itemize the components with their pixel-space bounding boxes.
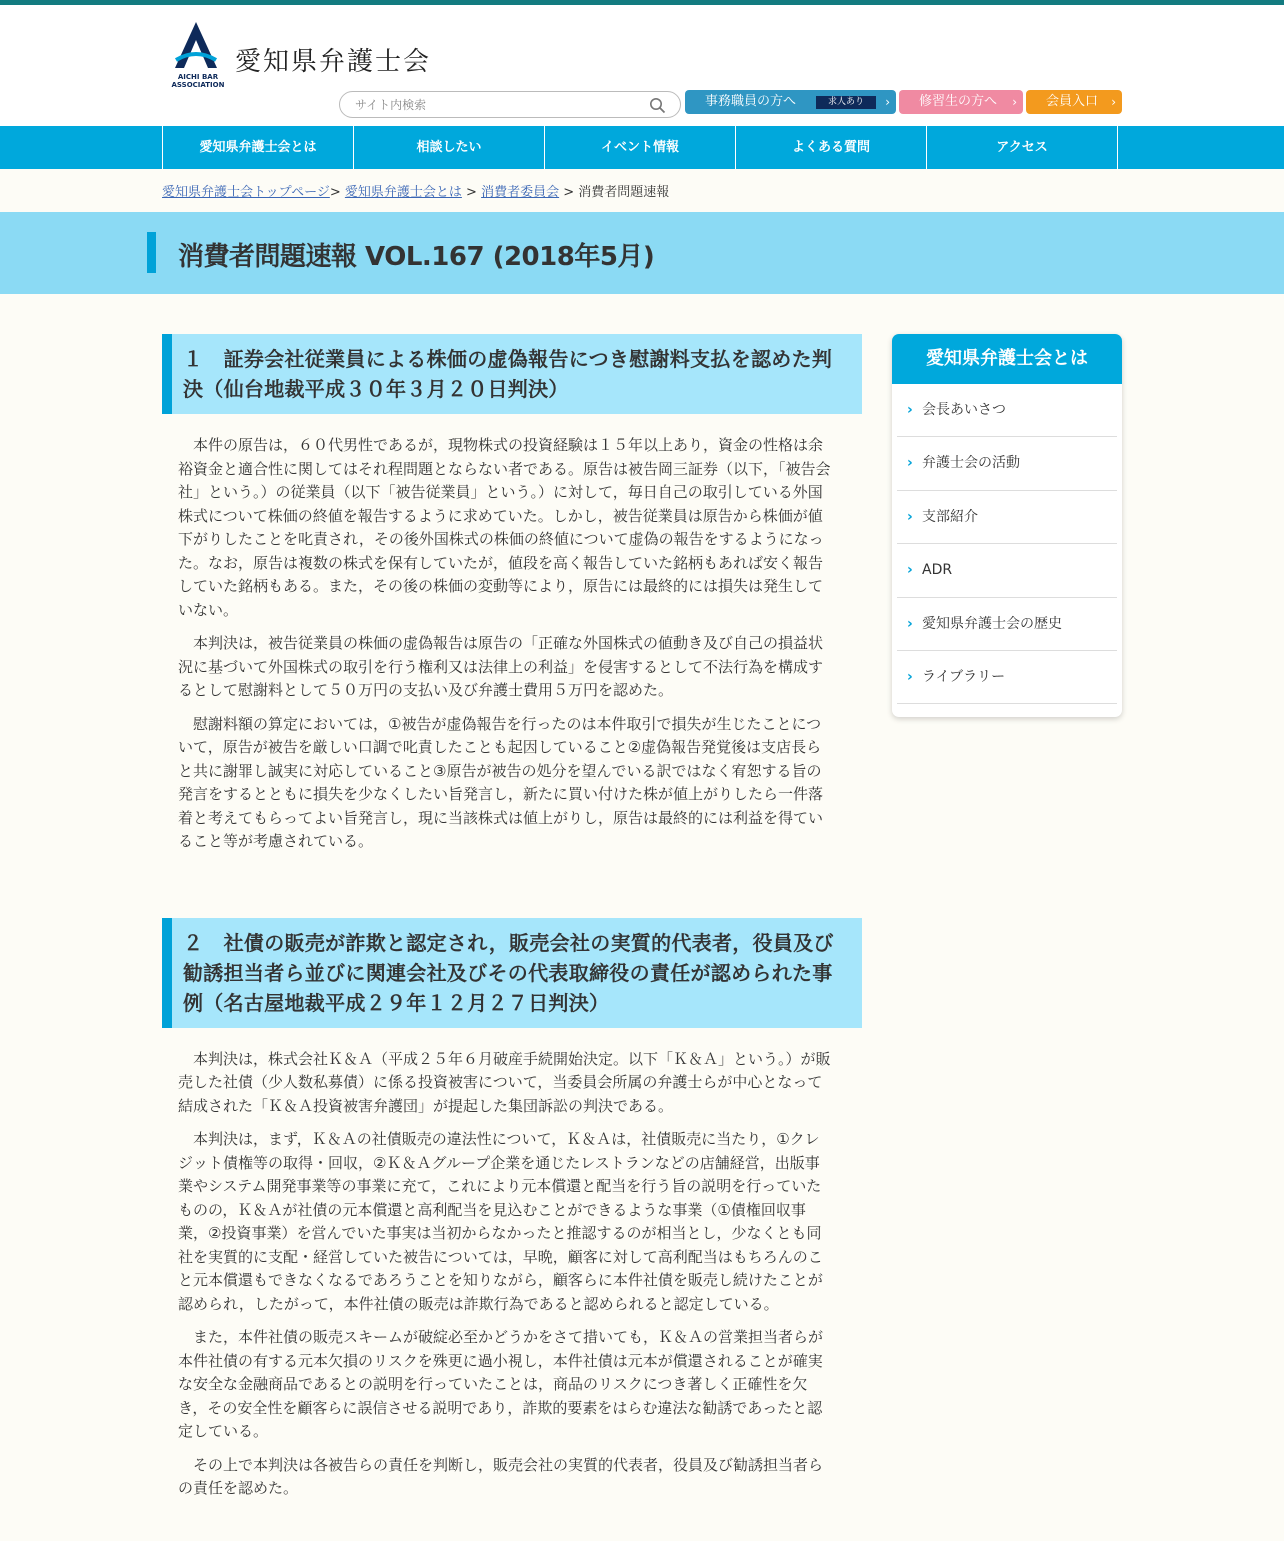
paragraph: その上で本判決は各被告らの責任を判断し，販売会社の実質的代表者，役員及び勧誘担当者らの責任を認めた。 — [178, 1455, 824, 1497]
chevron-right-icon: › — [1012, 95, 1017, 109]
trainee-button[interactable] — [899, 90, 1023, 114]
chevron-right-icon: › — [907, 615, 913, 632]
paragraph: 本件の原告は，６０代男性であるが，現物株式の投資経験は１５年以上あり，資金の性格は余裕資金と適合性に関してはそれ程問題とならない者である。原告は被告岡三証券（以下，「被告会社」という。）の従業員（以下「被告従業員」という。）に対して，毎日自己の取引している外国株式について株価の終値を報告するように求めていた。しかし，被告従業員は原告から株価が値下がりしたことを叱責され，その後外国株式の株価の終値について虚偽の報告をするようになった。なお，原告は複数の株式を保有していたが，値段を高く報告していた銘柄もあれば安く報告していた銘柄もある。また，その後の株価の変動等により，原告には最終的には損失は発生していない。 — [178, 436, 831, 619]
paragraph: 慰謝料額の算定においては，①被告が虚偽報告を行ったのは本件取引で損失が生じたことについて，原告が被告を厳しい口調で叱責したことも起因していること②虚偽報告発覚後は支店長らと共に謝罪し誠実に対応していること③原告が被告の処分を望んでいる訳ではなく宥恕する旨の発言をするとともに損失を少なくしたい旨発言し，新たに買い付けた株が値上がりしたら一件落着と考えてもらってよい旨発言し，現に当該株式は値上がりし，原告は最終的には利益を得ていること等が考慮されている。 — [178, 714, 824, 850]
breadcrumb-link-consumer[interactable]: 消費者委員会 — [481, 185, 560, 200]
sidebar-item-label: 支部紹介 — [922, 508, 978, 525]
global-nav — [0, 126, 1284, 169]
site-logo-text[interactable]: 愛知県弁護士会 — [235, 47, 432, 77]
sidebar-item-label: 弁護士会の活動 — [922, 455, 1020, 472]
nav-item-faq[interactable]: よくある質問 — [736, 126, 927, 169]
nav-item-about[interactable]: 愛知県弁護士会とは — [163, 126, 354, 169]
breadcrumb-separator: > — [563, 185, 575, 200]
member-button-label: 会員入口 — [1046, 94, 1099, 109]
breadcrumb — [162, 181, 669, 200]
sidebar-item-label: ADR — [922, 562, 953, 579]
section-heading: １ 証券会社従業員による株価の虚偽報告につき慰謝料支払を認めた判決（仙台地裁平成３０年３月２０日判決） — [162, 334, 862, 414]
paragraph: 本判決は，まず，Ｋ＆Ａの社債販売の違法性について，Ｋ＆Ａは，社債販売に当たり，①クレジット債権等の取得・回収，②Ｋ＆Ａグループ企業を通じたレストランなどの店舗経営，出版事業やシステム開発事業等の事業に充て，これにより元本償還と配当を行う旨の説明を行っていたものの，Ｋ＆Ａが社債の元本償還と高利配当を見込むことができるような事業（①債権回収事業，②投資事業）を営んでいた事実は当初からなかったと推認するのが相当とし，少なくとも同社を実質的に支配・経営していた被告については，早晩，顧客に対して高利配当はもちろんのこと元本償還もできなくなるであろうことを知りながら，顧客らに本件社債を販売し続けたことが認められ，したがって，本件社債の販売は詐欺行為であると認められると認定している。 — [178, 1130, 823, 1313]
sidebar-item-greeting[interactable] — [897, 384, 1117, 437]
breadcrumb-separator: > — [329, 185, 341, 200]
chevron-right-icon: › — [1111, 95, 1116, 109]
article-section-1 — [162, 334, 862, 854]
sidebar-item-branches[interactable] — [897, 491, 1117, 544]
section-heading: ２ 社債の販売が詐欺と認定され，販売会社の実質的代表者，役員及び勧誘担当者ら並びに関連会社及びその代表取締役の責任が認められた事例（名古屋地裁平成２９年１２月２７日判決） — [162, 918, 862, 1028]
paragraph: 本判決は，被告従業員の株価の虚偽報告は原告の「正確な外国株式の値動き及び自己の損益状況に基づいて外国株式の取引を行う権利又は法律上の利益」を侵害するとして不法行為を構成するとして慰謝料として５０万円の支払い及び弁護士費用５万円を認めた。 — [178, 634, 824, 699]
breadcrumb-separator: > — [466, 185, 477, 200]
job-badge: 求人あり — [816, 96, 876, 109]
breadcrumb-link-top[interactable]: 愛知県弁護士会トップページ — [162, 185, 330, 200]
page-title: 消費者問題速報 VOL.167 (2018年5月) — [178, 242, 655, 272]
sidebar-item-label: 愛知県弁護士会の歴史 — [922, 615, 1062, 632]
trainee-button-label: 修習生の方へ — [919, 94, 998, 109]
paragraph: また，本件社債の販売スキームが破綻必至かどうかをさて措いても，Ｋ＆Ａの営業担当者らが本件社債の有する元本欠損のリスクを殊更に過小視し，本件社債は元本が償還されることが確実な安全な金融商品であるとの説明を行っていたことは，商品のリスクにつき著しく正確性を欠き，その安全性を顧客らに誤信させる説明であり，詐欺的要素をはらむ違法な勧誘であったと認定している。 — [178, 1328, 824, 1440]
chevron-right-icon: › — [907, 402, 913, 418]
chevron-right-icon: › — [907, 455, 913, 472]
nav-item-access[interactable]: アクセス — [927, 126, 1118, 169]
staff-button-label: 事務職員の方へ — [705, 94, 797, 109]
chevron-right-icon: › — [907, 508, 913, 525]
site-header — [0, 5, 1284, 126]
sidebar-item-adr[interactable] — [897, 544, 1117, 597]
sidebar-item-label: ライブラリー — [922, 668, 1006, 685]
sidebar-item-label: 会長あいさつ — [922, 402, 1006, 418]
breadcrumb-current: 消費者問題速報 — [578, 185, 670, 200]
sidebar-item-library[interactable] — [897, 651, 1117, 704]
chevron-right-icon: › — [885, 95, 890, 109]
member-login-button[interactable] — [1026, 90, 1122, 114]
nav-item-events[interactable]: イベント情報 — [545, 126, 736, 169]
title-accent-bar — [147, 232, 156, 273]
sidebar-item-activities[interactable] — [897, 437, 1117, 490]
search-icon[interactable] — [649, 97, 666, 114]
chevron-right-icon: › — [907, 668, 913, 685]
article-section-2 — [162, 918, 862, 1501]
chevron-right-icon: › — [907, 562, 913, 579]
main-content — [162, 334, 862, 1511]
logo-subtext: AICHI BAR ASSOCIATION — [171, 73, 225, 89]
nav-item-consult[interactable]: 相談したい — [354, 126, 545, 169]
sidebar-item-history[interactable] — [897, 598, 1117, 651]
sidebar-title[interactable]: 愛知県弁護士会とは — [892, 334, 1122, 384]
breadcrumb-link-about[interactable]: 愛知県弁護士会とは — [344, 185, 462, 200]
sidebar — [892, 334, 1122, 717]
paragraph: 本判決は，株式会社Ｋ＆Ａ（平成２５年６月破産手続開始決定。以下「Ｋ＆Ａ」という。）が販売した社債（少人数私募債）に係る投資被害について，当委員会所属の弁護士らが中心となって結成された「Ｋ＆Ａ投資被害弁護団」が提起した集団訴訟の判決である。 — [178, 1049, 831, 1115]
search-input[interactable] — [355, 97, 645, 113]
staff-button[interactable] — [685, 90, 896, 114]
search-box — [339, 91, 681, 118]
